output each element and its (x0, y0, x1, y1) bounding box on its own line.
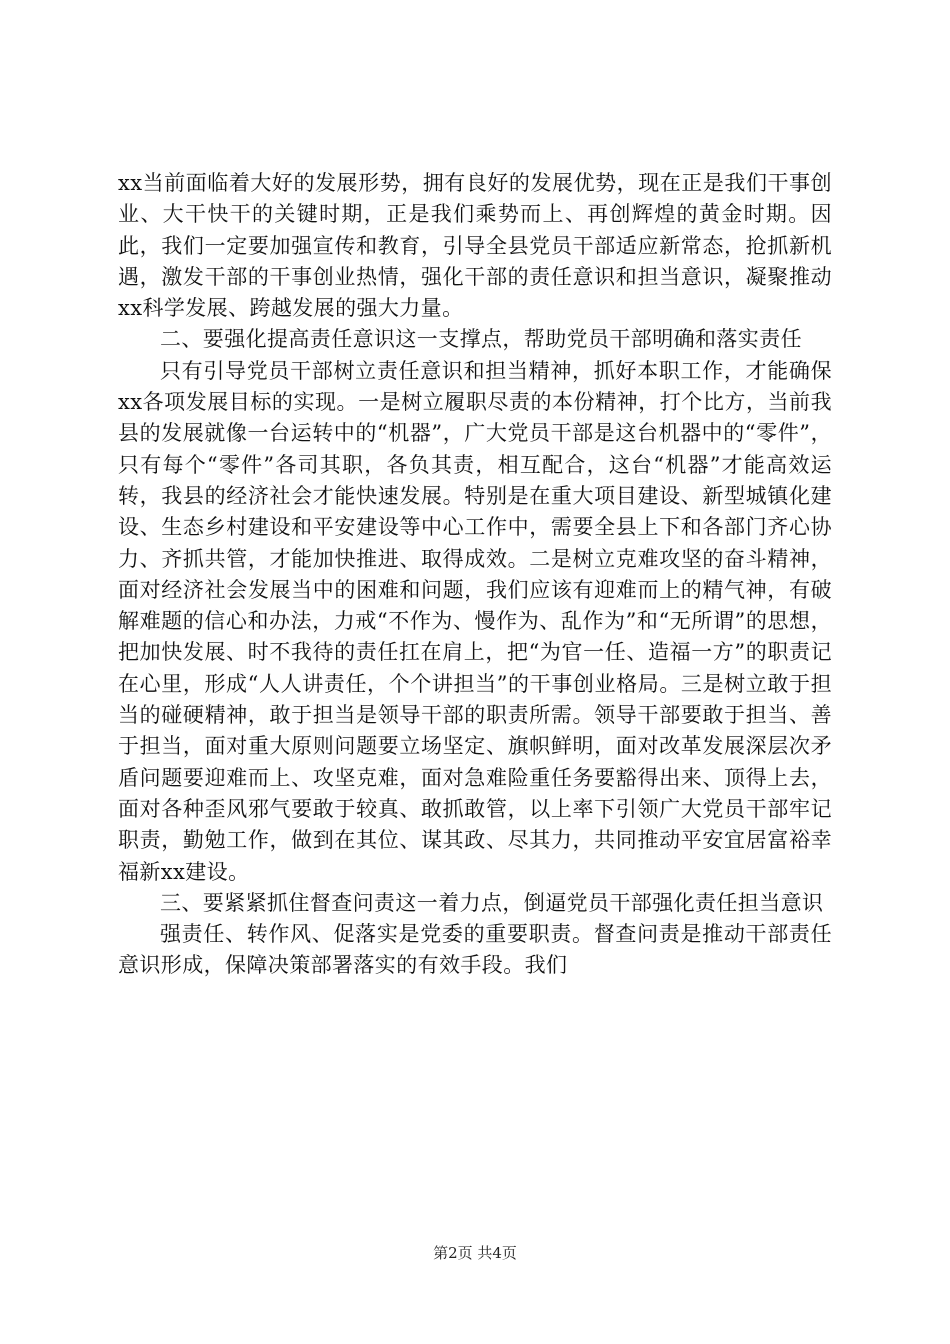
page-footer: 第2页 共4页 (433, 1244, 517, 1262)
body-paragraph: xx当前面临着大好的发展形势，拥有良好的发展优势，现在正是我们干事创业、大干快干的关键时期，正是我们乘势而上、再创辉煌的黄金时期。因此，我们一定要加强宣传和教育，引导全县党员干部适应新常态，抢抓新机遇，激发干部的干事创业热情，强化干部的责任意识和担当意识，凝聚推动xx科学发展、跨越发展的强大力量。 (118, 171, 832, 321)
body-paragraph: 强责任、转作风、促落实是党委的重要职责。督查问责是推动干部责任意识形成，保障决策部署落实的有效手段。我们 (118, 922, 832, 978)
section-heading: 三、要紧紧抓住督查问责这一着力点，倒逼党员干部强化责任担当意识 (160, 890, 824, 915)
section-heading: 二、要强化提高责任意识这一支撑点，帮助党员干部明确和落实责任 (160, 327, 802, 352)
document-body (118, 168, 832, 982)
body-paragraph: 只有引导党员干部树立责任意识和担当精神，抓好本职工作，才能确保xx各项发展目标的实现。一是树立履职尽责的本份精神，打个比方，当前我县的发展就像一台运转中的“机器”，广大党员干部是这台机器中的“零件”，只有每个“零件”各司其职，各负其责，相互配合，这台“机器”才能高效运转，我县的经济社会才能快速发展。特别是在重大项目建设、新型城镇化建设、生态乡村建设和平安建设等中心工作中，需要全县上下和各部门齐心协力、齐抓共管，才能加快推进、取得成效。二是树立克难攻坚的奋斗精神，面对经济社会发展当中的困难和问题，我们应该有迎难而上的精气神，有破解难题的信心和办法，力戒“不作为、慢作为、乱作为”和“无所谓”的思想，把加快发展、时不我待的责任扛在肩上，把“为官一任、造福一方”的职责记在心里，形成“人人讲责任，个个讲担当”的干事创业格局。三是树立敢于担当的碰硬精神，敢于担当是领导干部的职责所需。领导干部要敢于担当、善于担当，面对重大原则问题要立场坚定、旗帜鲜明，面对改革发展深层次矛盾问题要迎难而上、攻坚克难，面对急难险重任务要豁得出来、顶得上去，面对各种歪风邪气要敢于较真、敢抓敢管，以上率下引领广大党员干部牢记职责，勤勉工作，做到在其位、谋其政、尽其力，共同推动平安宜居富裕幸福新xx建设。 (118, 358, 832, 884)
